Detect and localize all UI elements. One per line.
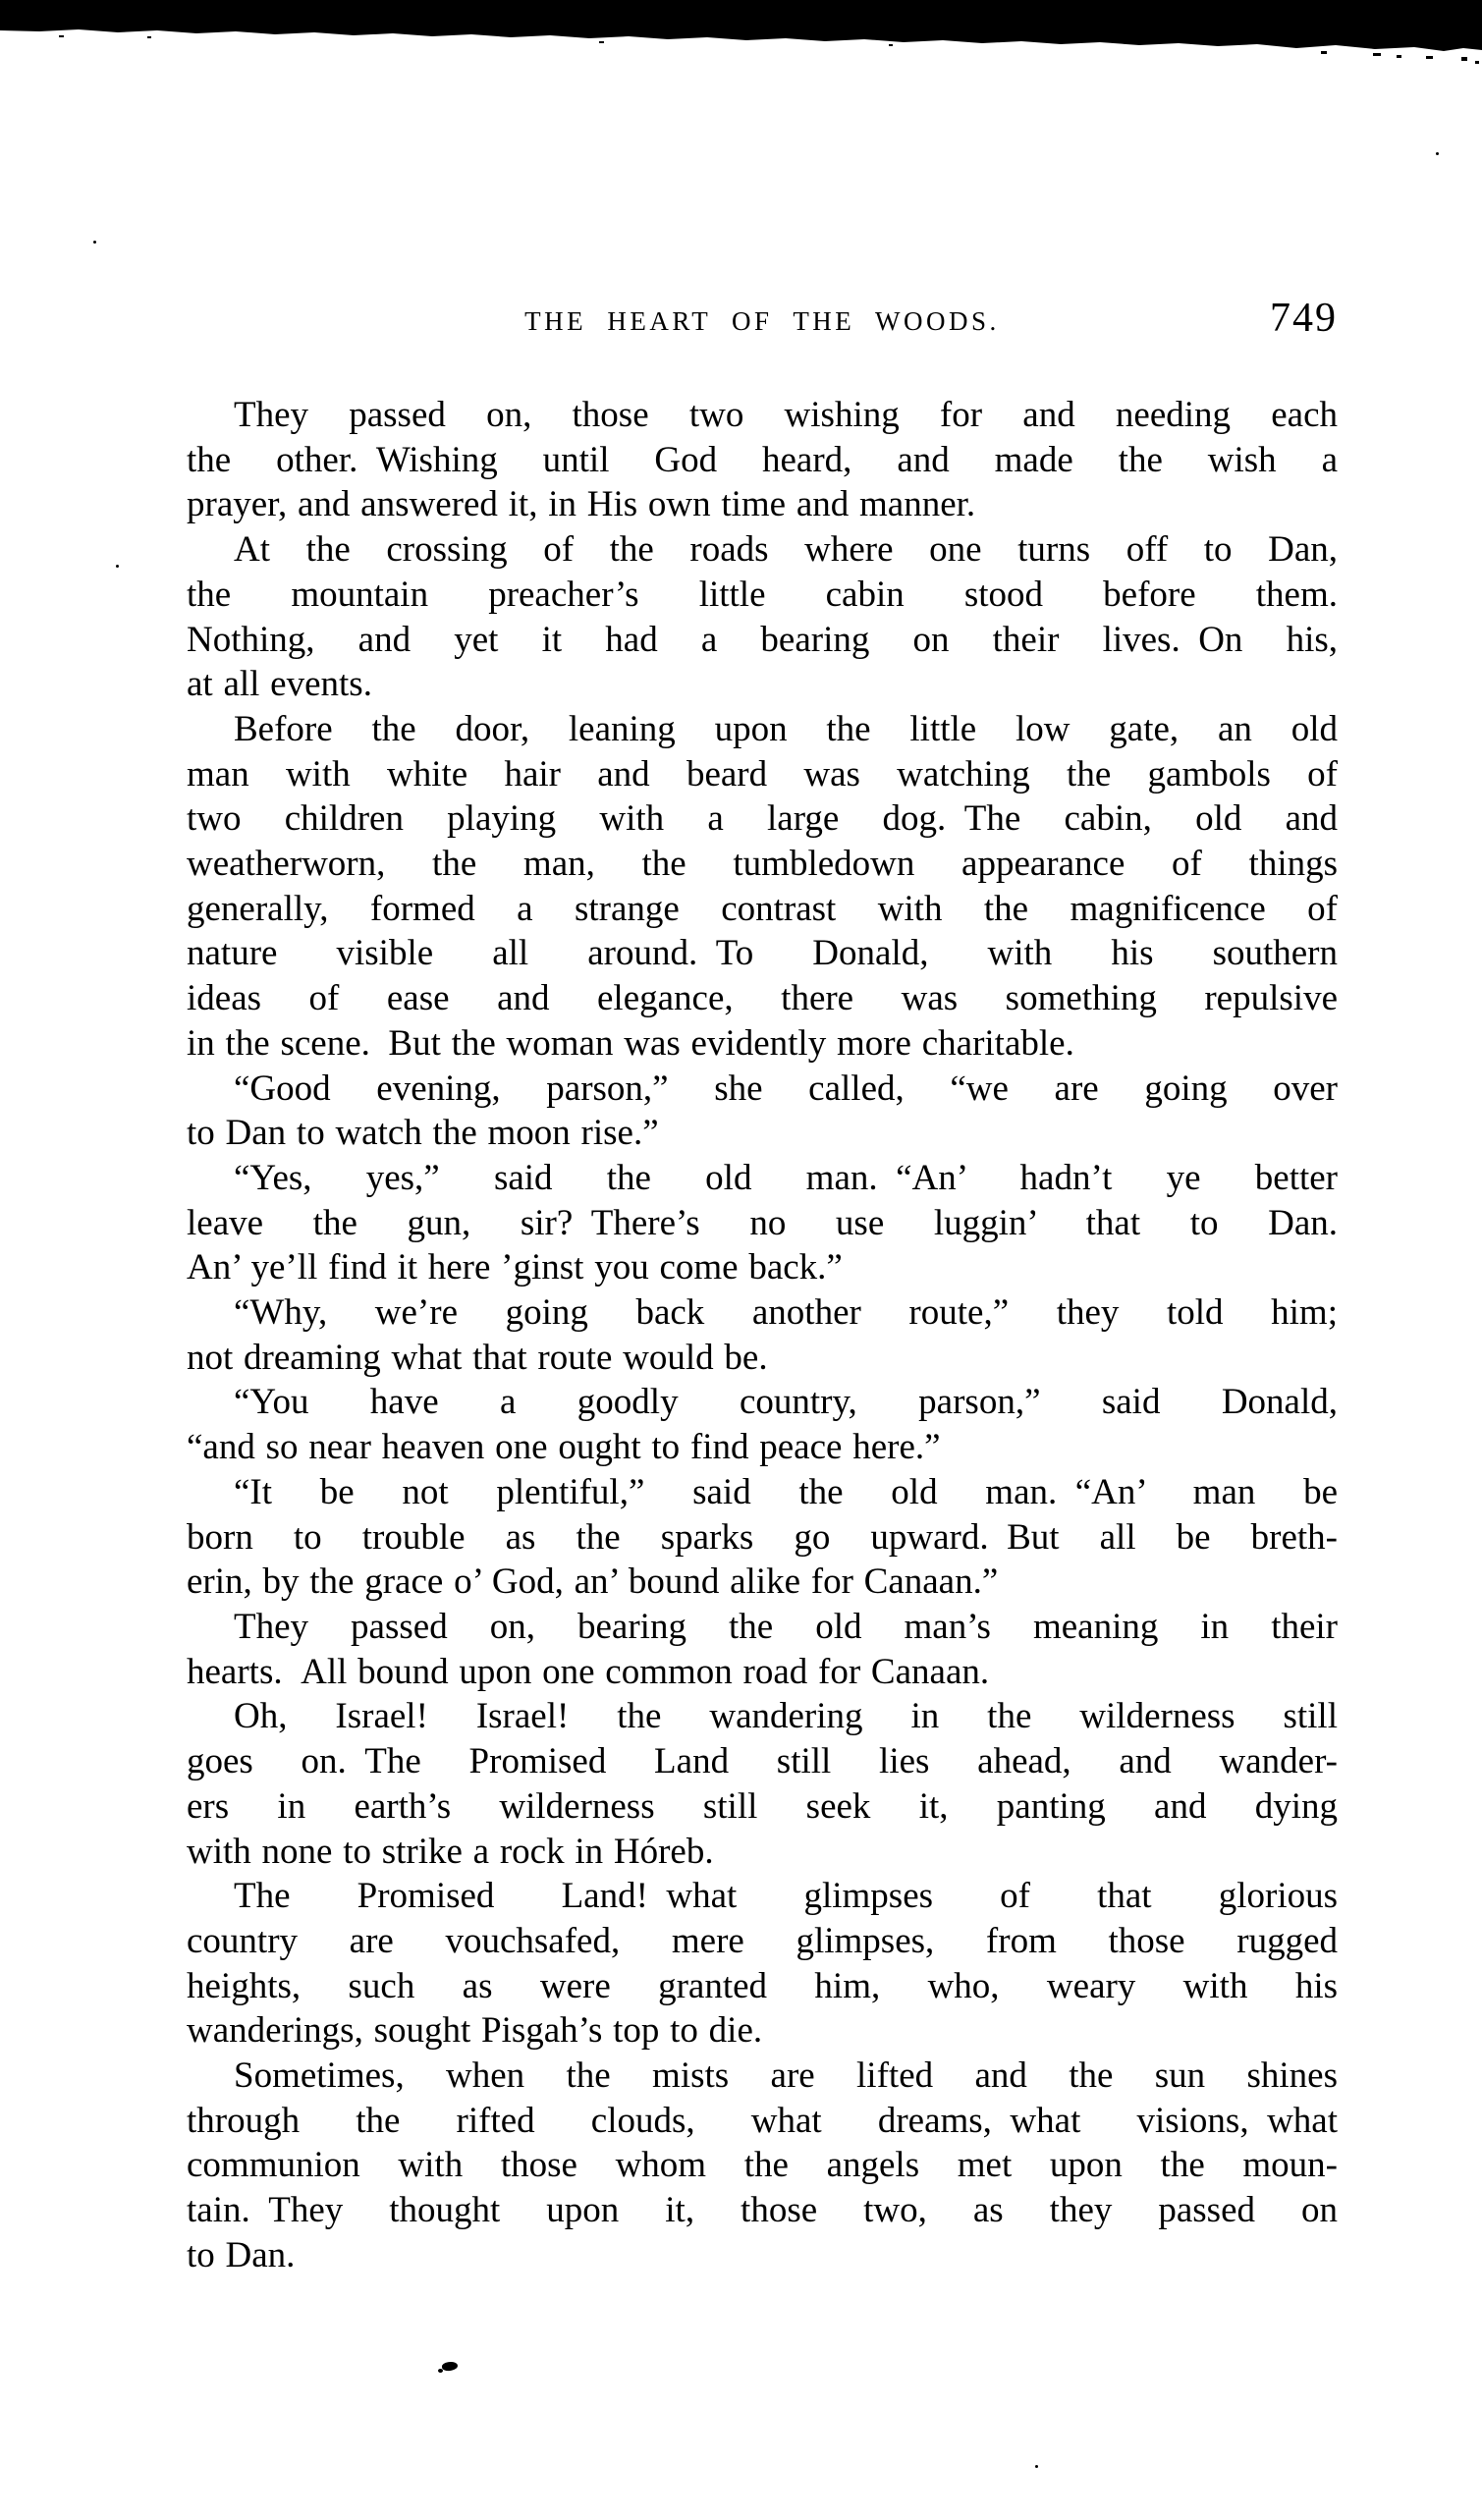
speck-artifact <box>1035 2465 1038 2468</box>
speck-artifact <box>438 2369 443 2373</box>
text-line: “Why, we’re going back another route,” they told him; <box>234 1292 1338 1334</box>
text-line: Oh, Israel! Israel! the wandering in the wilderness still <box>234 1696 1338 1737</box>
ink-blot-artifact <box>441 2361 458 2372</box>
text-line: “It be not plentiful,” said the old man. “An’ man be <box>234 1471 1338 1512</box>
text-line: generally, formed a strange contrast with the magnificence of <box>187 888 1338 929</box>
text-line: two children playing with a large dog. The cabin, old and <box>187 798 1338 840</box>
text-line: at all events. <box>187 664 372 705</box>
text-line: They passed on, bearing the old man’s meaning in their <box>234 1606 1338 1647</box>
text-line: born to trouble as the sparks go upward. But all be breth- <box>187 1516 1338 1558</box>
text-line: with none to strike a rock in Hóreb. <box>187 1831 714 1872</box>
text-line: to Dan. <box>187 2234 296 2275</box>
text-line: tain. They thought upon it, those two, as they passed on <box>187 2190 1338 2231</box>
text-line: through the rifted clouds, what dreams, what visions, what <box>187 2100 1338 2141</box>
text-line: At the crossing of the roads where one turns off to Dan, <box>234 529 1338 571</box>
text-line: ers in earth’s wilderness still seek it, panting and dying <box>187 1785 1338 1827</box>
text-line: Sometimes, when the mists are lifted and the sun shines <box>234 2055 1338 2097</box>
text-line: to Dan to watch the moon rise.” <box>187 1113 659 1154</box>
text-line: leave the gun, sir? There’s no use luggin’ that to Dan. <box>187 1202 1338 1243</box>
text-line: man with white hair and beard was watching the gambols of <box>187 753 1338 794</box>
scan-edge-artifact <box>0 0 1482 69</box>
text-line: heights, such as were granted him, who, weary with his <box>187 1965 1338 2006</box>
text-line: They passed on, those two wishing for and needing each <box>234 395 1338 435</box>
text-line: hearts. All bound upon one common road for Canaan. <box>187 1651 990 1692</box>
text-line: weatherworn, the man, the tumbledown appearance of things <box>187 844 1338 885</box>
text-line: communion with those whom the angels met upon the moun- <box>187 2145 1338 2186</box>
text-line: in the scene. But the woman was evidently more charitable. <box>187 1022 1074 1064</box>
page-number: 749 <box>1270 296 1338 341</box>
text-line: Before the door, leaning upon the little low gate, an old <box>234 708 1338 749</box>
text-line: prayer, and answered it, in His own time and manner. <box>187 484 976 525</box>
text-line: “and so near heaven one ought to find peace here.” <box>187 1427 941 1468</box>
text-line: ideas of ease and elegance, there was something repulsive <box>187 978 1338 1019</box>
text-line: “Yes, yes,” said the old man. “An’ hadn’t ye better <box>234 1157 1338 1198</box>
text-line: goes on. The Promised Land still lies ahead, and wander- <box>187 1741 1338 1782</box>
text-line: “Good evening, parson,” she called, “we are going over <box>234 1068 1338 1109</box>
speck-artifact <box>1436 152 1439 155</box>
text-line: country are vouchsafed, mere glimpses, from those rugged <box>187 1920 1338 1961</box>
text-line: The Promised Land! what glimpses of that glorious <box>234 1876 1338 1917</box>
text-line: An’ ye’ll find it here ’ginst you come back.” <box>187 1247 843 1288</box>
page-text <box>187 393 1338 2278</box>
text-line: wanderings, sought Pisgah’s top to die. <box>187 2010 763 2052</box>
text-line: the other. Wishing until God heard, and made the wish a <box>187 439 1338 480</box>
text-line: the mountain preacher’s little cabin stood before them. <box>187 574 1338 615</box>
speck-artifact <box>116 565 119 568</box>
speck-artifact <box>93 241 96 244</box>
text-line: nature visible all around. To Donald, with his southern <box>187 933 1338 974</box>
text-line: Nothing, and yet it had a bearing on their lives. On his, <box>187 619 1338 660</box>
text-line: “You have a goodly country, parson,” said Donald, <box>234 1382 1338 1423</box>
text-line: erin, by the grace o’ God, an’ bound alike for Canaan.” <box>187 1561 999 1603</box>
text-line: not dreaming what that route would be. <box>187 1337 768 1378</box>
running-header-title: THE HEART OF THE WOODS. <box>524 306 1000 336</box>
